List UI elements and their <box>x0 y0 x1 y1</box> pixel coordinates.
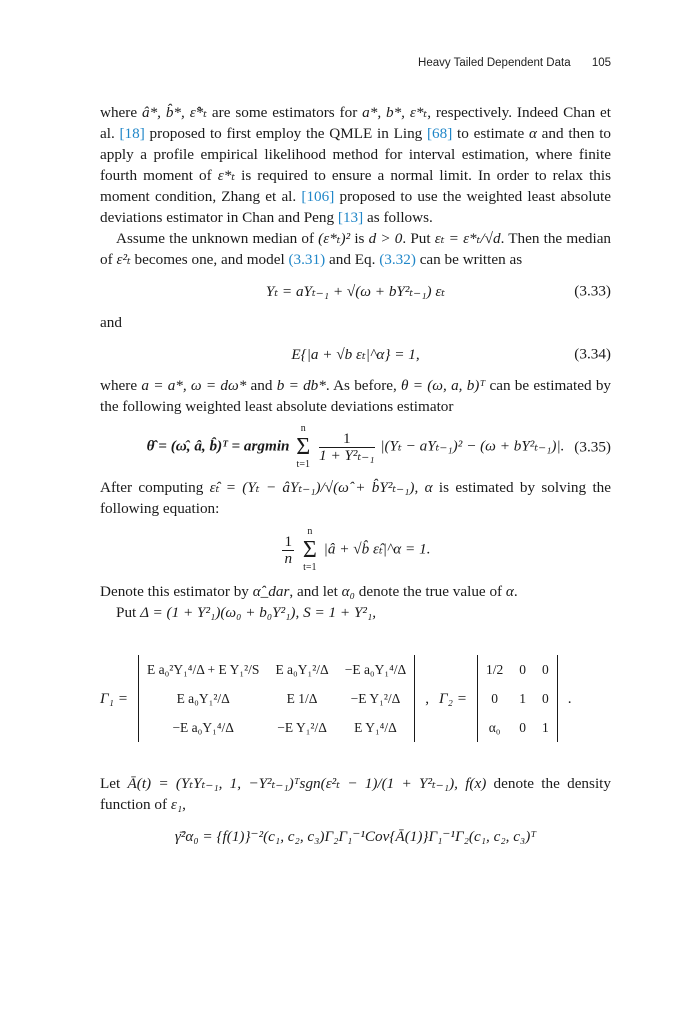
inline-math: a*, b*, ε*ₜ <box>362 104 428 121</box>
equation-math: θ̂ = (ω̂, â, b̂)ᵀ = argmin n Σ t=1 $\frac{1}{\text{1 + Y²ₜ₋₁}}$ |(Yₜ − aYₜ₋₁)² − (ω + bY²ₜ₋₁)|. <box>146 423 565 470</box>
equation-math: Yₜ = aYₜ₋₁ + √(ω + bY²ₜ₋₁) εₜ <box>265 282 446 300</box>
paragraph: After computing ε̂ₜ = (Yₜ − âYₜ₋₁)/√(ω̂ + b̂Y²ₜ₋₁), α is estimated by solving the following equation: <box>100 479 611 517</box>
equation-3-34 <box>100 333 611 375</box>
inline-math: (ε*ₜ)² <box>318 230 351 247</box>
inline-math: d > 0 <box>368 230 403 247</box>
running-title: Heavy Tailed Dependent Data <box>418 57 571 69</box>
equation-number: (3.33) <box>574 282 611 300</box>
page-header <box>0 57 611 69</box>
gamma2-matrix: 1/2 0 0 0 1 0 α₀ 0 1 <box>477 655 558 742</box>
fraction: $\frac{1}{\text{1 + Y²ₜ₋₁}}$ <box>319 429 375 464</box>
equation-math: γ̄²α₀ = {f(1)}⁻²(c₁, c₂, c₃)Γ₂Γ₁⁻¹Cov{Ā(1)}Γ₁⁻¹Γ₂(c₁, c₂, c₃)ᵀ <box>174 827 537 845</box>
equation-number: (3.34) <box>574 345 611 363</box>
inline-math: a = a*, ω = dω* <box>141 377 247 394</box>
equation-math: E{|a + √b εₜ|^α} = 1, <box>291 345 420 363</box>
inline-math: α <box>505 583 514 600</box>
paragraph: Denote this estimator by α̂_dar, and let α₀ denote the true value of α. <box>100 583 518 600</box>
sum-operator: n Σ t=1 <box>296 423 311 470</box>
inline-math: α₀ <box>341 583 355 600</box>
paragraph: where a = a*, ω = dω* and b = db*. As before, θ = (ω, a, b)ᵀ can be estimated by the following weighted least absolute deviations estimator <box>100 377 612 415</box>
inline-math: ε²ₜ <box>116 251 131 268</box>
inline-math: α <box>528 125 537 142</box>
inline-math: ε̂ₜ = (Yₜ − âYₜ₋₁)/√(ω̂ + b̂Y²ₜ₋₁) <box>209 479 415 496</box>
citation-link[interactable]: [13] <box>337 209 364 226</box>
equation-math: $\frac{1}{n}$ n Σ t=1 |â + √b̂ ε̂ₜ|^α = 1. <box>284 526 431 573</box>
paragraph: Assume the unknown median of (ε*ₜ)² is d > 0. Put εₜ = ε*ₜ/√d. Then the median of ε²ₜ becomes one, and model (3.31) and Eq. (3.32) can be written as <box>100 230 612 268</box>
inline-math: Ā(t) = (YₜYₜ₋₁, 1, −Y²ₜ₋₁)ᵀsgn(ε²ₜ − 1)/(1 + Y²ₜ₋₁), f(x) <box>127 775 487 792</box>
citation-link[interactable]: [18] <box>119 125 145 142</box>
sum-operator: n Σ t=1 <box>302 526 317 573</box>
gamma1-label: Γ₁ = <box>100 689 128 707</box>
citation-link[interactable]: (3.31) <box>288 251 326 268</box>
inline-math: α̂_dar <box>252 583 290 600</box>
inline-math: â*, b̂*, ε̂*ₜ <box>141 104 208 121</box>
page-body <box>100 102 611 857</box>
paragraph: Let Ā(t) = (YₜYₜ₋₁, 1, −Y²ₜ₋₁)ᵀsgn(ε²ₜ − 1)/(1 + Y²ₜ₋₁), f(x) denote the density function of ε₁, <box>100 775 611 813</box>
matrix-equation: Γ₁ = E a₀²Y₁⁴/Δ + E Y₁²/S E a₀Y₁²/Δ −E a₀Y₁⁴/Δ E a₀Y₁²/Δ E 1/Δ −E Y₁²/Δ −E a₀Y₁⁴/Δ −E Y₁²/Δ E Y₁⁴/Δ , Γ₂ = 1/2 0 0 0 1 0 α₀ 0 1 . <box>100 623 611 773</box>
inline-math: α <box>424 479 433 496</box>
citation-link[interactable]: [68] <box>427 125 453 142</box>
equation-3-35 <box>100 417 611 477</box>
paragraph: and <box>100 314 122 331</box>
inline-math: b = db* <box>276 377 326 394</box>
inline-math: Δ = (1 + Y²₁)(ω₀ + b₀Y²₁), S = 1 + Y²₁, <box>140 604 377 621</box>
paragraph: Put Δ = (1 + Y²₁)(ω₀ + b₀Y²₁), S = 1 + Y²₁, <box>116 604 377 621</box>
citation-link[interactable]: [106] <box>301 188 335 205</box>
inline-math: θ = (ω, a, b)ᵀ <box>401 377 486 394</box>
gamma1-matrix: E a₀²Y₁⁴/Δ + E Y₁²/S E a₀Y₁²/Δ −E a₀Y₁⁴/Δ E a₀Y₁²/Δ E 1/Δ −E Y₁²/Δ −E a₀Y₁⁴/Δ −E Y₁²/Δ E Y₁⁴/Δ <box>138 655 415 742</box>
fraction: $\frac{1}{n}$ <box>284 532 293 567</box>
gamma2-label: Γ₂ = <box>439 689 467 707</box>
page-number: 105 <box>591 57 611 69</box>
inline-math: ε₁ <box>170 796 183 813</box>
equation-solve-alpha <box>100 519 611 581</box>
equation-3-33 <box>100 270 611 312</box>
citation-link[interactable]: (3.32) <box>379 251 416 268</box>
paragraph: where â*, b̂*, ε̂*ₜ are some estimators for a*, b*, ε*ₜ, respectively. Indeed Chan et al. [18] proposed to first employ the QMLE in Ling [68] to estimate α and then to apply a profile empirical likelihood method for interval estimation, where finite fourth moment of ε*ₜ is required to ensure a normal limit. In order to relax this moment condition, Zhang et al. [106] proposed to use the weighted least absolute deviations estimator in Chan and Peng [13] as follows. <box>100 104 612 226</box>
equation-gamma-bar <box>100 815 611 857</box>
equation-number: (3.35) <box>574 438 611 456</box>
inline-math: εₜ = ε*ₜ/√d <box>434 230 501 247</box>
inline-math: ε*ₜ <box>217 167 236 184</box>
